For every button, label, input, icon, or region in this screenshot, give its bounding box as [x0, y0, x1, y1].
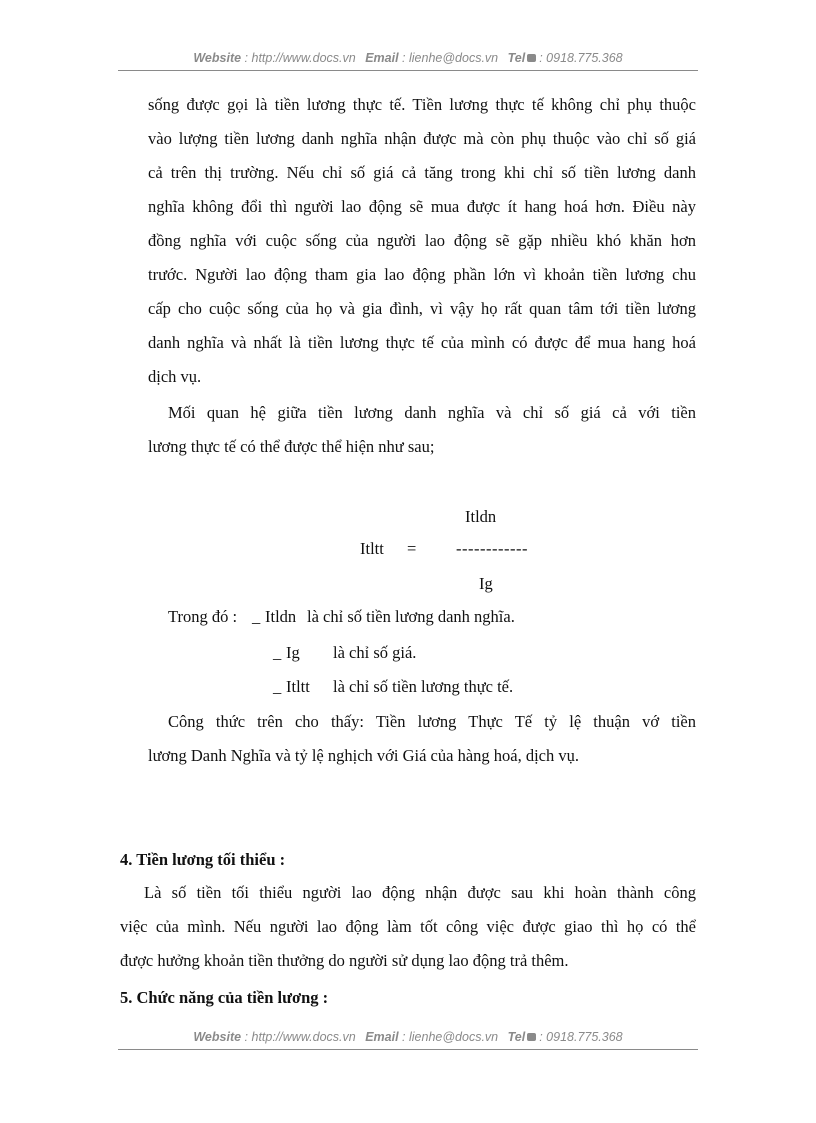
text-line: lương Danh Nghĩa và tỷ lệ nghịch với Giá của hàng hoá, dịch vụ. — [148, 746, 579, 765]
page-header — [118, 51, 698, 65]
definition-text: là chỉ số tiền lương danh nghĩa. — [307, 607, 515, 626]
text-line: Mối quan hệ giữa tiền lương danh nghĩa và chỉ số giá cả với tiền — [168, 403, 696, 422]
definitions-intro: Trong đó : — [168, 607, 238, 626]
text-line: trước. Người lao động tham gia lao động phần lớn vì khoản tiền lương chu — [148, 265, 696, 284]
footer-tel-value: : 0918.775.368 — [539, 1030, 623, 1044]
formula-numerator: Itldn — [465, 507, 497, 526]
formula-denominator: Ig — [479, 574, 493, 593]
header-website-url[interactable]: : http://www.docs.vn — [244, 51, 356, 65]
formula-fraction-bar: ------------ — [456, 539, 528, 558]
header-website-label: Website — [193, 51, 242, 65]
header-tel-label: Tel — [507, 51, 526, 65]
text-line: vào lượng tiền lương danh nghĩa nhận được mà còn phụ thuộc vào chỉ số giá — [148, 129, 696, 148]
text-line: cả trên thị trường. Nếu chỉ số giá cả tăng trong khi chỉ số tiền lương danh — [148, 163, 696, 182]
text-line: nghĩa không đổi thì người lao động sẽ mua được ít hang hoá hơn. Điều này — [148, 197, 696, 216]
text-line: được hưởng khoản tiền thưởng do người sử dụng lao động trả thêm. — [120, 951, 569, 970]
definition-symbol: Ig — [286, 643, 300, 662]
header-email-value[interactable]: : lienhe@docs.vn — [402, 51, 499, 65]
header-tel-value: : 0918.775.368 — [539, 51, 623, 65]
footer-website-url[interactable]: : http://www.docs.vn — [244, 1030, 356, 1044]
footer-rule — [118, 1049, 698, 1050]
definition-dash: _ — [252, 607, 261, 626]
definition-symbol: Itltt — [286, 677, 310, 696]
definition-text: là chỉ số giá. — [333, 643, 417, 662]
definition-text: là chỉ số tiền lương thực tế. — [333, 677, 514, 696]
section-5-heading: 5. Chức năng của tiền lương : — [120, 988, 329, 1007]
footer-tel-label: Tel — [507, 1030, 526, 1044]
footer-email-value[interactable]: : lienhe@docs.vn — [402, 1030, 499, 1044]
definition-symbol: Itldn — [265, 607, 297, 626]
text-line: dịch vụ. — [148, 367, 202, 386]
text-line: đồng nghĩa với cuộc sống của người lao động sẽ gặp nhiều khó khăn hơn — [148, 231, 696, 250]
definition-dash: _ — [273, 643, 282, 662]
text-line: cấp cho cuộc sống của họ và gia đình, vì vậy họ rất quan tâm tới tiền lương — [148, 299, 696, 318]
text-line: danh nghĩa và nhất là tiền lương thực tế của mình có được để mua hang hoá — [148, 333, 696, 352]
page-footer — [118, 1030, 698, 1044]
formula-lhs: Itltt — [360, 539, 384, 558]
text-line: sống được gọi là tiền lương thực tế. Tiền lương thực tế không chỉ phụ thuộc — [148, 95, 696, 114]
formula-equals: = — [407, 539, 417, 558]
text-line: Công thức trên cho thấy: Tiền lương Thực Tế tỷ lệ thuận vớ tiền — [168, 712, 696, 731]
text-line: lương thực tế có thể được thể hiện như sau; — [148, 437, 435, 456]
footer-email-label: Email — [365, 1030, 399, 1044]
footer-website-label: Website — [193, 1030, 242, 1044]
phone-icon — [527, 1033, 536, 1041]
header-email-label: Email — [365, 51, 399, 65]
definition-dash: _ — [273, 677, 282, 696]
text-line: việc của mình. Nếu người lao động làm tốt công việc được giao thì họ có thể — [120, 917, 696, 936]
header-rule — [118, 70, 698, 71]
section-4-heading: 4. Tiền lương tối thiểu : — [120, 850, 286, 869]
text-line: Là số tiền tối thiểu người lao động nhận được sau khi hoàn thành công — [144, 883, 696, 902]
phone-icon — [527, 54, 536, 62]
